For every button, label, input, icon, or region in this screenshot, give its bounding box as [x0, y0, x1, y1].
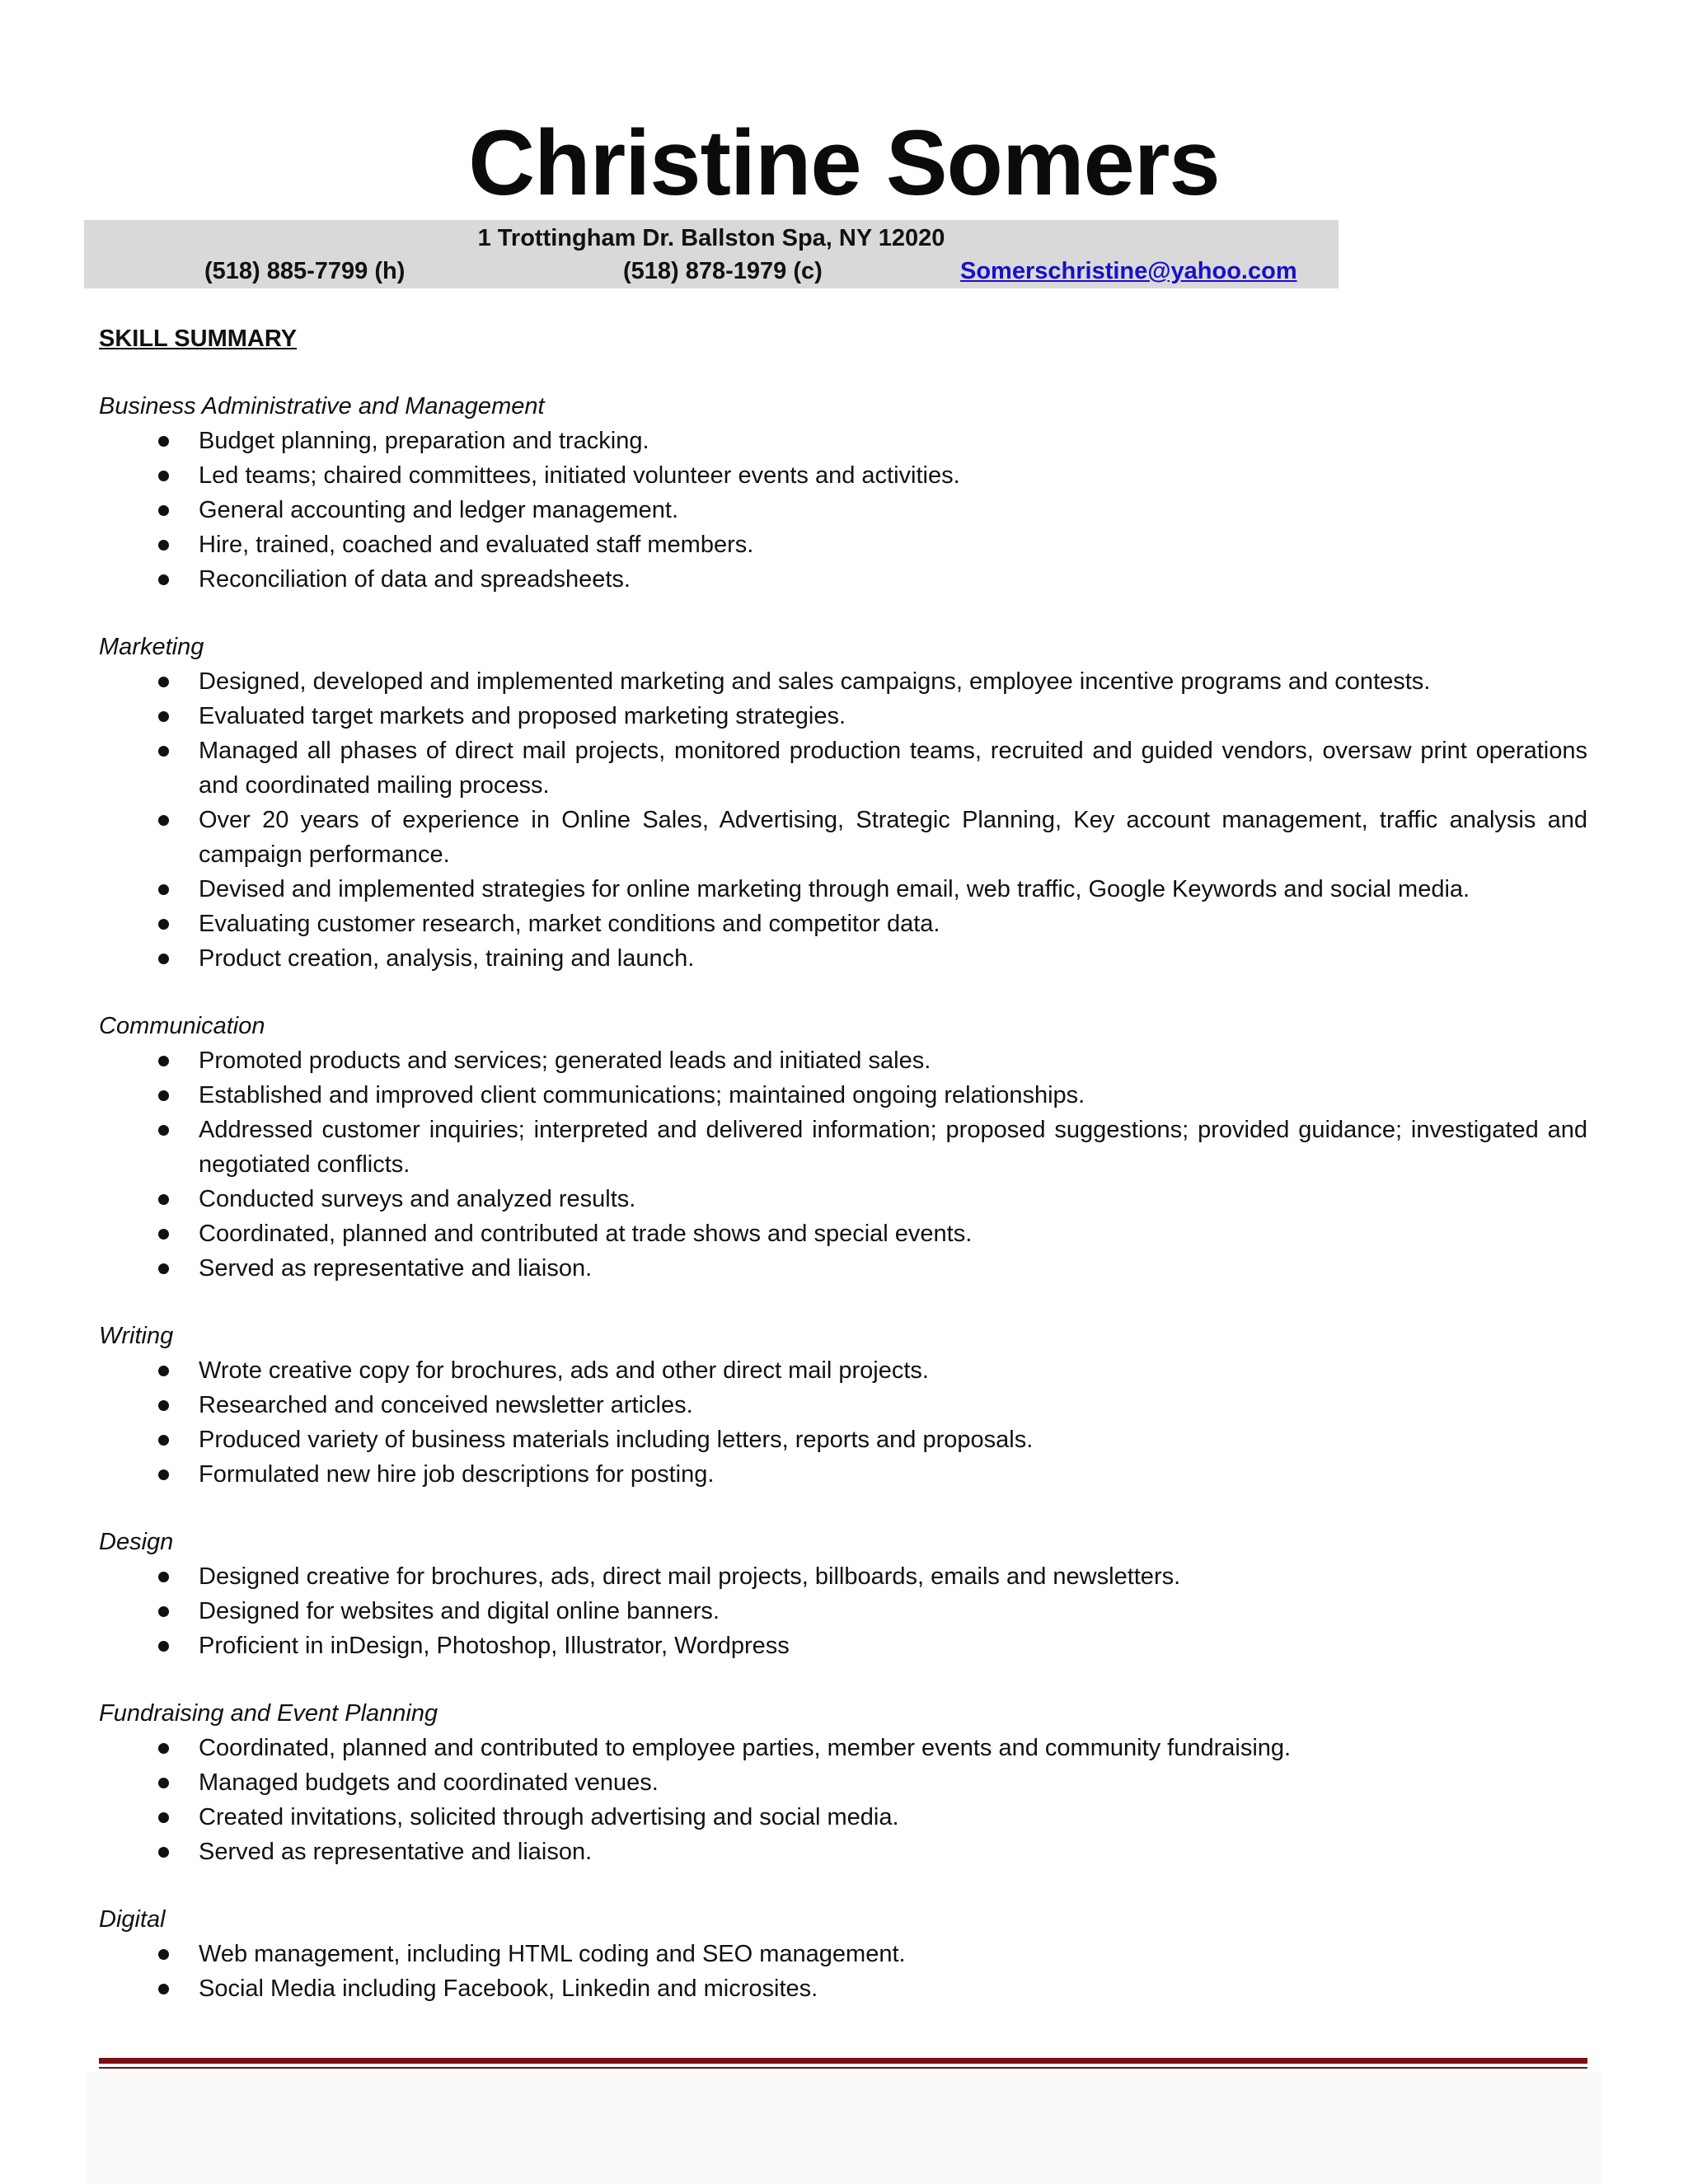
bullet-icon — [158, 1778, 169, 1788]
list-item-text: Promoted products and services; generated leads and initiated sales. — [199, 1047, 931, 1074]
bullet-list — [99, 1353, 1587, 1492]
list-item-text: Coordinated, planned and contributed to employee parties, member events and community fundraising. — [199, 1735, 1292, 1761]
bullet-icon — [158, 505, 169, 516]
list-item-text: Designed for websites and digital online banners. — [199, 1598, 720, 1624]
email-link[interactable]: Somerschristine@yahoo.com — [960, 258, 1297, 284]
list-item-text: Web management, including HTML coding and SEO management. — [199, 1941, 906, 1967]
list-item — [99, 733, 1587, 803]
cell-phone: (518) 878-1979 (c) — [623, 258, 823, 284]
list-item-text: Product creation, analysis, training and launch. — [199, 945, 695, 972]
footer-rule-thick — [99, 2058, 1587, 2064]
list-item-text: Managed all phases of direct mail projects, monitored production teams, recruited and guided vendors, oversaw print operations and coordinated mailing process. — [199, 738, 1587, 799]
bullet-icon — [158, 919, 169, 930]
category-title: Communication — [99, 1013, 265, 1039]
category-title: Marketing — [99, 634, 204, 660]
list-item — [99, 1457, 1587, 1492]
list-item-text: Served as representative and liaison. — [199, 1255, 593, 1282]
category-title: Business Administrative and Management — [99, 393, 545, 419]
bullet-icon — [158, 1263, 169, 1274]
bullet-icon — [158, 540, 169, 551]
list-item-text: Produced variety of business materials including letters, reports and proposals. — [199, 1427, 1034, 1453]
list-item — [99, 872, 1587, 907]
list-item — [99, 664, 1587, 699]
bullet-icon — [158, 1743, 169, 1754]
bullet-icon — [158, 954, 169, 964]
list-item-text: Social Media including Facebook, Linkedin and microsites. — [199, 1975, 818, 2002]
bullet-icon — [158, 1984, 169, 1994]
list-item-text: Served as representative and liaison. — [199, 1839, 593, 1865]
section-title: SKILL SUMMARY — [99, 326, 298, 352]
bullet-list — [99, 1043, 1587, 1286]
list-item-text: Devised and implemented strategies for online marketing through email, web traffic, Google Keywords and social media. — [199, 876, 1470, 902]
list-item — [99, 1594, 1587, 1629]
bullet-icon — [158, 1366, 169, 1376]
bullet-icon — [158, 1435, 169, 1446]
list-item-text: Formulated new hire job descriptions for posting. — [199, 1461, 715, 1488]
list-item — [99, 562, 1587, 597]
skill-category — [99, 1902, 1587, 2006]
list-item — [99, 493, 1587, 527]
bullet-icon — [158, 1056, 169, 1066]
skill-summary-section — [99, 321, 1587, 2039]
contact-band — [84, 220, 1339, 288]
list-item — [99, 1182, 1587, 1216]
list-item-text: Created invitations, solicited through advertising and social media. — [199, 1804, 899, 1830]
list-item — [99, 1559, 1587, 1594]
list-item — [99, 803, 1587, 872]
list-item — [99, 1800, 1587, 1835]
list-item — [99, 1043, 1587, 1078]
bullet-icon — [158, 1606, 169, 1617]
bullet-icon — [158, 1090, 169, 1101]
bullet-icon — [158, 1229, 169, 1240]
list-item — [99, 458, 1587, 493]
bullet-icon — [158, 1641, 169, 1652]
list-item — [99, 1937, 1587, 1971]
bullet-list — [99, 1731, 1587, 1869]
list-item — [99, 1765, 1587, 1800]
bullet-icon — [158, 1469, 169, 1480]
list-item-text: Designed, developed and implemented marketing and sales campaigns, employee incentive programs and contests. — [199, 668, 1431, 695]
list-item — [99, 424, 1587, 458]
category-title: Digital — [99, 1906, 166, 1933]
list-item-text: Evaluating customer research, market conditions and competitor data. — [199, 911, 940, 937]
bullet-icon — [158, 1125, 169, 1136]
home-phone: (518) 885-7799 (h) — [204, 258, 406, 284]
list-item-text: Managed budgets and coordinated venues. — [199, 1769, 659, 1796]
list-item-text: Wrote creative copy for brochures, ads and other direct mail projects. — [199, 1357, 929, 1384]
list-item-text: Conducted surveys and analyzed results. — [199, 1186, 636, 1212]
list-item — [99, 1388, 1587, 1422]
bullet-icon — [158, 1194, 169, 1205]
list-item — [99, 1216, 1587, 1251]
category-title: Writing — [99, 1323, 174, 1349]
list-item-text: Researched and conceived newsletter articles. — [199, 1392, 693, 1418]
list-item-text: Over 20 years of experience in Online Sales, Advertising, Strategic Planning, Key account management, traffic analysis and campaign performance. — [199, 807, 1587, 868]
list-item — [99, 1078, 1587, 1113]
bullet-icon — [158, 746, 169, 757]
list-item-text: Proficient in inDesign, Photoshop, Illustrator, Wordpress — [199, 1633, 790, 1659]
skill-category — [99, 1009, 1587, 1286]
address: 1 Trottingham Dr. Ballston Spa, NY 12020 — [477, 225, 945, 251]
bullet-icon — [158, 711, 169, 722]
bullet-icon — [158, 1847, 169, 1858]
list-item — [99, 1629, 1587, 1663]
list-item — [99, 1835, 1587, 1869]
candidate-name: Christine Somers — [468, 111, 1220, 214]
list-item-text: Coordinated, planned and contributed at trade shows and special events. — [199, 1221, 973, 1247]
list-item-text: Evaluated target markets and proposed marketing strategies. — [199, 703, 846, 729]
skill-category — [99, 1525, 1587, 1663]
bullet-list — [99, 664, 1587, 976]
list-item-text: General accounting and ledger management. — [199, 497, 678, 523]
bullet-icon — [158, 1572, 169, 1582]
list-item — [99, 1422, 1587, 1457]
bullet-icon — [158, 884, 169, 895]
list-item-text: Hire, trained, coached and evaluated staff members. — [199, 532, 754, 558]
list-item-text: Designed creative for brochures, ads, direct mail projects, billboards, emails and newsletters. — [199, 1563, 1181, 1590]
list-item-text: Reconciliation of data and spreadsheets. — [199, 566, 631, 593]
bullet-icon — [158, 471, 169, 481]
list-item-text: Established and improved client communications; maintained ongoing relationships. — [199, 1082, 1085, 1108]
bullet-list — [99, 1937, 1587, 2006]
category-title: Fundraising and Event Planning — [99, 1700, 438, 1727]
list-item — [99, 1113, 1587, 1182]
list-item — [99, 907, 1587, 941]
bullet-list — [99, 1559, 1587, 1663]
skill-category — [99, 630, 1587, 976]
list-item — [99, 699, 1587, 733]
bullet-icon — [158, 436, 169, 447]
bullet-icon — [158, 677, 169, 687]
list-item — [99, 527, 1587, 562]
list-item-text: Addressed customer inquiries; interpreted and delivered information; proposed suggestions; provided guidance; investigated and negotiated conflicts. — [199, 1117, 1587, 1178]
bullet-list — [99, 424, 1587, 597]
bullet-icon — [158, 815, 169, 826]
list-item-text: Led teams; chaired committees, initiated volunteer events and activities. — [199, 462, 960, 489]
skill-categories — [99, 389, 1587, 2006]
bullet-icon — [158, 1400, 169, 1411]
footer-rule-thin — [99, 2067, 1587, 2069]
list-item — [99, 941, 1587, 976]
footer-area — [86, 2072, 1602, 2184]
list-item-text: Budget planning, preparation and tracking. — [199, 428, 649, 454]
category-title: Design — [99, 1529, 174, 1555]
bullet-icon — [158, 1949, 169, 1960]
list-item — [99, 1353, 1587, 1388]
list-item — [99, 1251, 1587, 1286]
skill-category — [99, 1696, 1587, 1869]
bullet-icon — [158, 574, 169, 585]
skill-category — [99, 389, 1587, 597]
skill-category — [99, 1319, 1587, 1492]
bullet-icon — [158, 1812, 169, 1823]
list-item — [99, 1971, 1587, 2006]
list-item — [99, 1731, 1587, 1765]
